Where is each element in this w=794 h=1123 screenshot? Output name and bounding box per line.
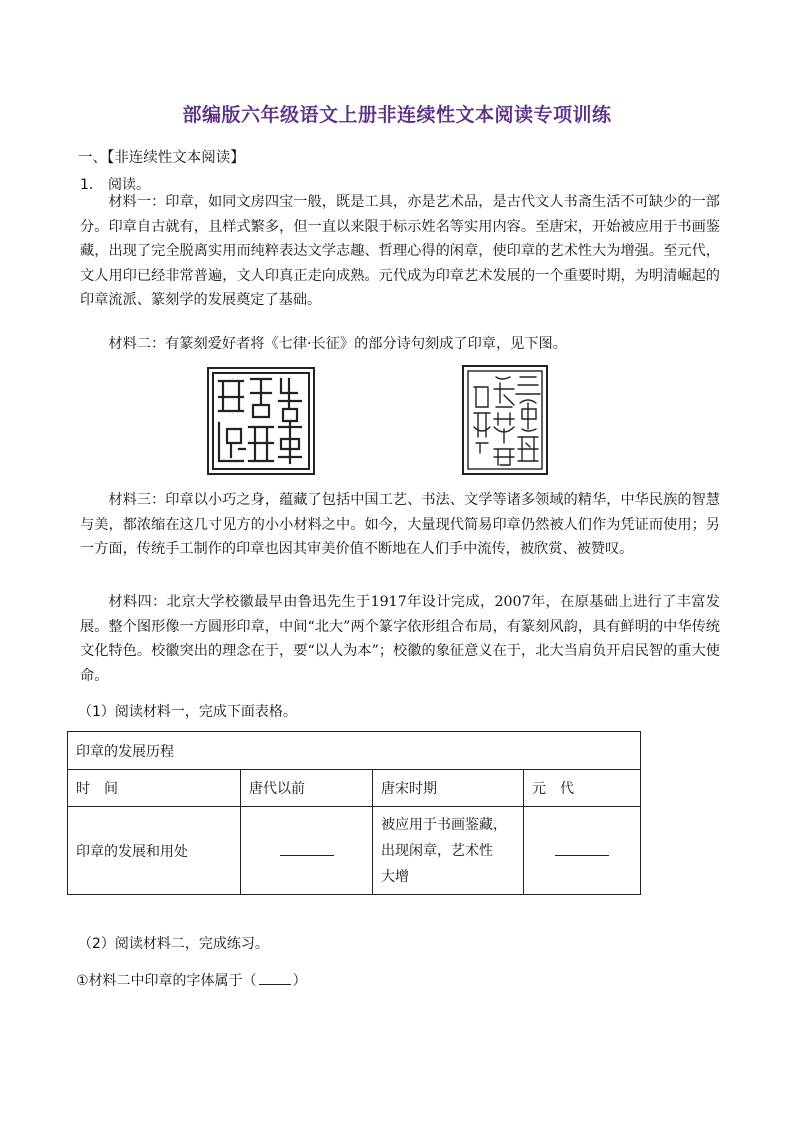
- table-header-tang-song: 唐宋时期: [373, 770, 524, 807]
- subquestion-2: （2）阅读材料二，完成练习。: [78, 936, 269, 952]
- table-row-label: 印章的发展和用处: [68, 807, 241, 895]
- blank-yuan[interactable]: [524, 807, 641, 895]
- material-4: 材料四：北京大学校徽最早由鲁迅先生于1917年设计完成，2007年，在原基础上进行了丰富发展。整个图形像一方圆形印章，中间“北大”两个篆字依形组合布局，有篆刻风韵，具有鲜明的中华传统文化特色。校徽突出的理念在于，要“以人为本”；校徽的象征意义在于，北大当肩负开启民智的重大使命。: [80, 594, 720, 684]
- page-title: 部编版六年级语文上册非连续性文本阅读专项训练: [182, 104, 612, 126]
- seal-image-left: [207, 367, 315, 475]
- item-prefix: ①材料二中印章的字体属于（: [76, 973, 257, 989]
- answer-blank[interactable]: [259, 972, 291, 985]
- table-header-yuan: 元 代: [524, 770, 641, 807]
- seal-right-engraving: [464, 367, 546, 473]
- development-table: [67, 731, 641, 895]
- subquestion-1: （1）阅读材料一，完成下面表格。: [78, 704, 297, 720]
- question-number: 1．: [80, 177, 103, 193]
- tang-song-line-3: 大增: [381, 868, 409, 885]
- tang-song-line-2: 出现闲章，艺术性: [381, 842, 493, 859]
- material-3: 材料三：印章以小巧之身，蕴藏了包括中国工艺、书法、文学等诸多领域的精华，中华民族的智慧与美，都浓缩在这几寸见方的小小材料之中。如今，大量现代简易印章仍然被人们作为凭证而使用；另一方面，传统手工制作的印章也因其审美价值不断地在人们手中流传，被欣赏、被赞叹。: [80, 492, 720, 557]
- cell-tang-song: [373, 807, 524, 895]
- question-label: 阅读。: [108, 177, 150, 193]
- tang-song-line-1: 被应用于书画鉴藏，: [381, 816, 507, 833]
- material-2: 材料二：有篆刻爱好者将《七律·长征》的部分诗句刻成了印章，见下图。: [108, 336, 567, 352]
- table-header-time: 时 间: [68, 770, 241, 807]
- table-header-pre-tang: 唐代以前: [241, 770, 373, 807]
- material-1: 材料一：印章，如同文房四宝一般，既是工具，亦是艺术品，是古代文人书斋生活不可缺少的一部分。印章自古就有，且样式繁多，但一直以来限于标示姓名等实用内容。至唐宋，开始被应用于书画鉴藏，出现了完全脱离实用而纯粹表达文学志趣、哲理心得的闲章，使印章的艺术性大为增强。至元代，文人用印已经非常普遍，文人印真正走向成熟。元代成为印章艺术发展的一个重要时期，为明清崛起的印章流派、篆刻学的发展奠定了基础。: [80, 194, 720, 308]
- table-caption: 印章的发展历程: [68, 732, 641, 770]
- seal-image-right: [462, 365, 548, 475]
- blank-pre-tang[interactable]: [241, 807, 373, 895]
- section-heading: 一、【非连续性文本阅读】: [78, 150, 245, 166]
- answer-line[interactable]: [280, 841, 334, 856]
- answer-line[interactable]: [555, 841, 609, 856]
- subquestion-2-item-1: [76, 970, 307, 990]
- seal-left-engraving: [209, 369, 313, 473]
- item-suffix: ）: [292, 973, 307, 989]
